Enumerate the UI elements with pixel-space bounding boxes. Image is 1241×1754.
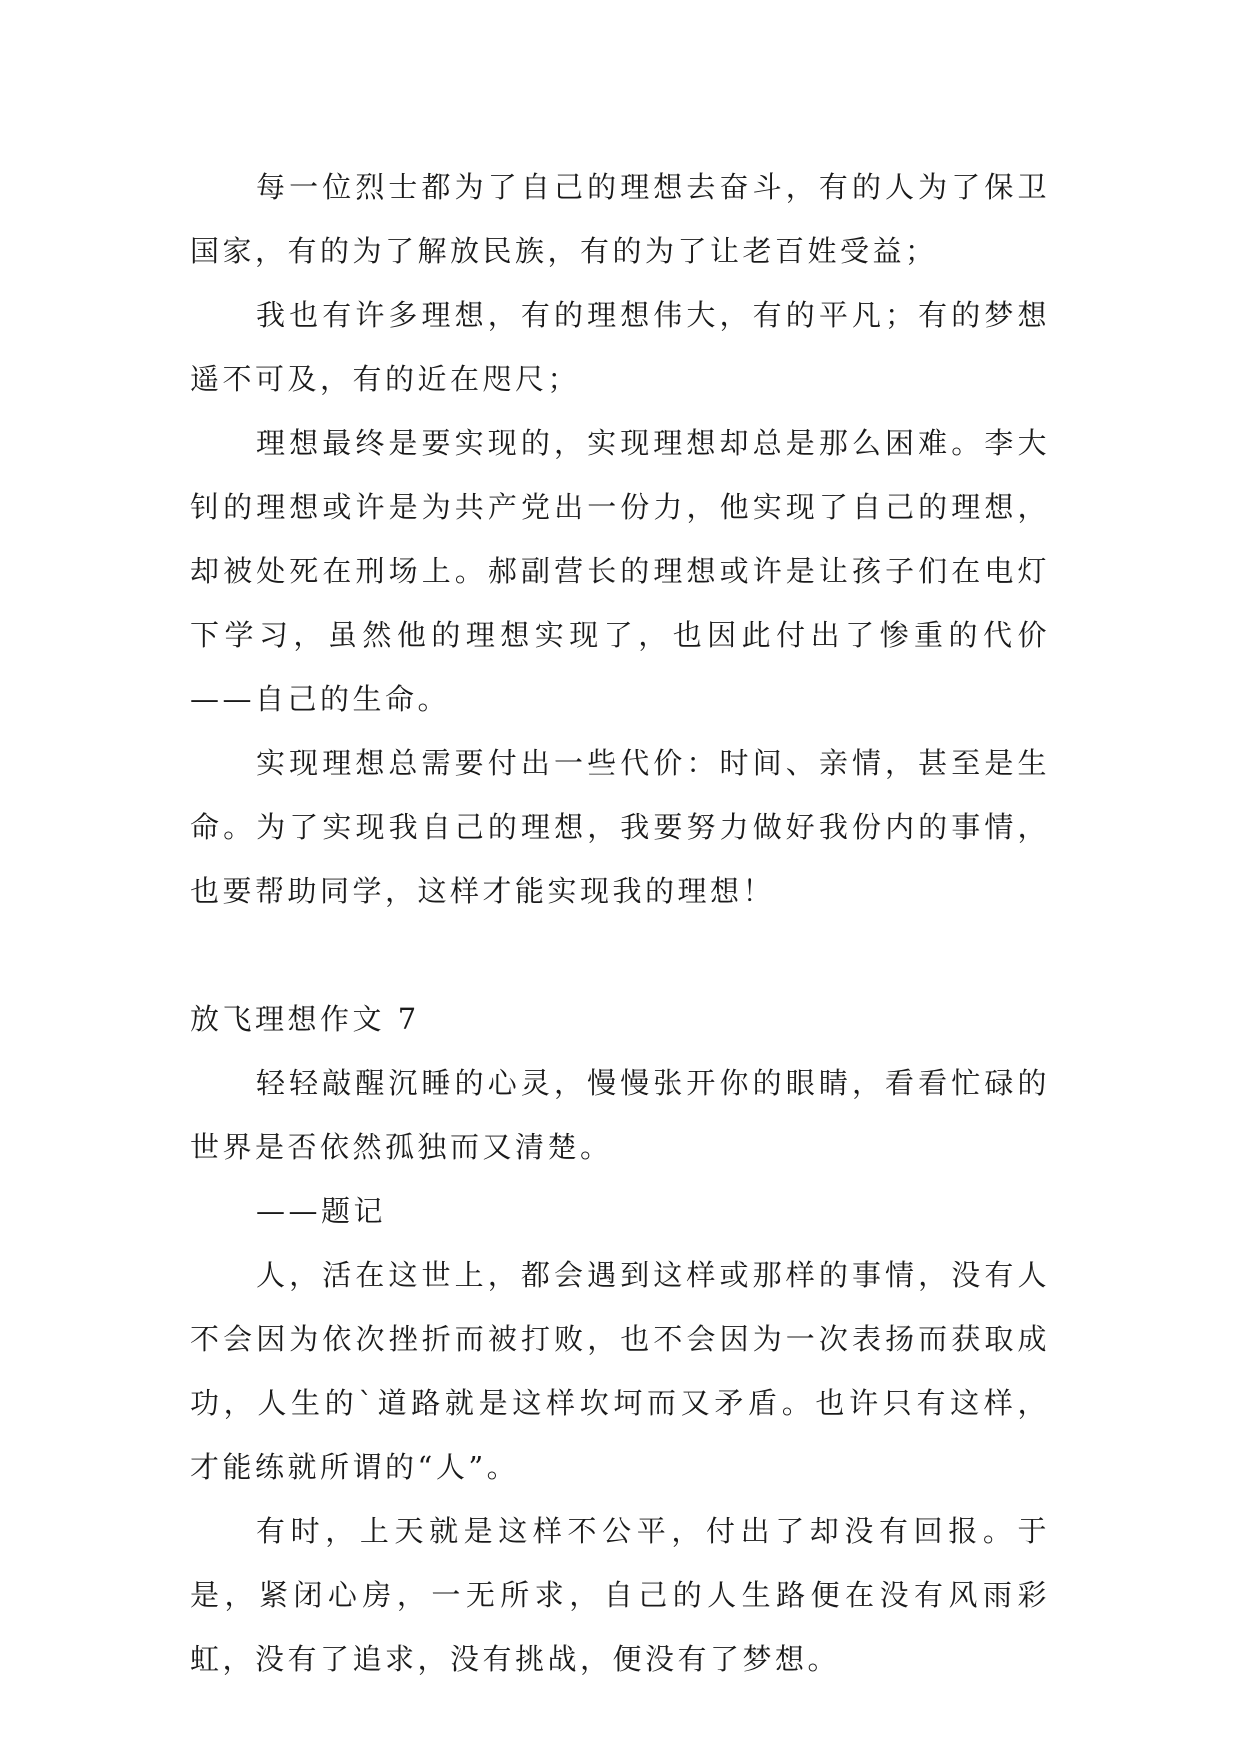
paragraph-many-ideals: 我也有许多理想，有的理想伟大，有的平凡；有的梦想遥不可及，有的近在咫尺；: [190, 298, 1050, 396]
paragraph-martyrs: 每一位烈士都为了自己的理想去奋斗，有的人为了保卫国家，有的为了解放民族，有的为了让老百姓受益；: [190, 170, 1050, 268]
paragraph-price-of-ideals: 实现理想总需要付出一些代价：时间、亲情，甚至是生命。为了实现我自己的理想，我要努力做好我份内的事情，也要帮助同学，这样才能实现我的理想！: [190, 746, 1050, 908]
paragraph-realizing-ideals: 理想最终是要实现的，实现理想却总是那么困难。李大钊的理想或许是为共产党出一份力，他实现了自己的理想，却被处死在刑场上。郝副营长的理想或许是让孩子们在电灯下学习，虽然他的理想实现了，也因此付出了惨重的代价——自己的生命。: [190, 426, 1050, 716]
paragraph-wake-heart: 轻轻敲醒沉睡的心灵，慢慢张开你的眼睛，看看忙碌的世界是否依然孤独而又清楚。: [190, 1066, 1050, 1164]
paragraph-unfair: 有时，上天就是这样不公平，付出了却没有回报。于是，紧闭心房，一无所求，自己的人生路便在没有风雨彩虹，没有了追求，没有挑战，便没有了梦想。: [190, 1514, 1050, 1676]
paragraph-life-road: 人，活在这世上，都会遇到这样或那样的事情，没有人不会因为依次挫折而被打败，也不会因为一次表扬而获取成功，人生的`道路就是这样坎坷而又矛盾。也许只有这样，才能练就所谓的“人”。: [190, 1258, 1050, 1484]
section-title: 放飞理想作文 7: [190, 1002, 420, 1036]
paragraph-epigraph: ——题记: [256, 1194, 387, 1228]
document-page: [190, 155, 1050, 1691]
